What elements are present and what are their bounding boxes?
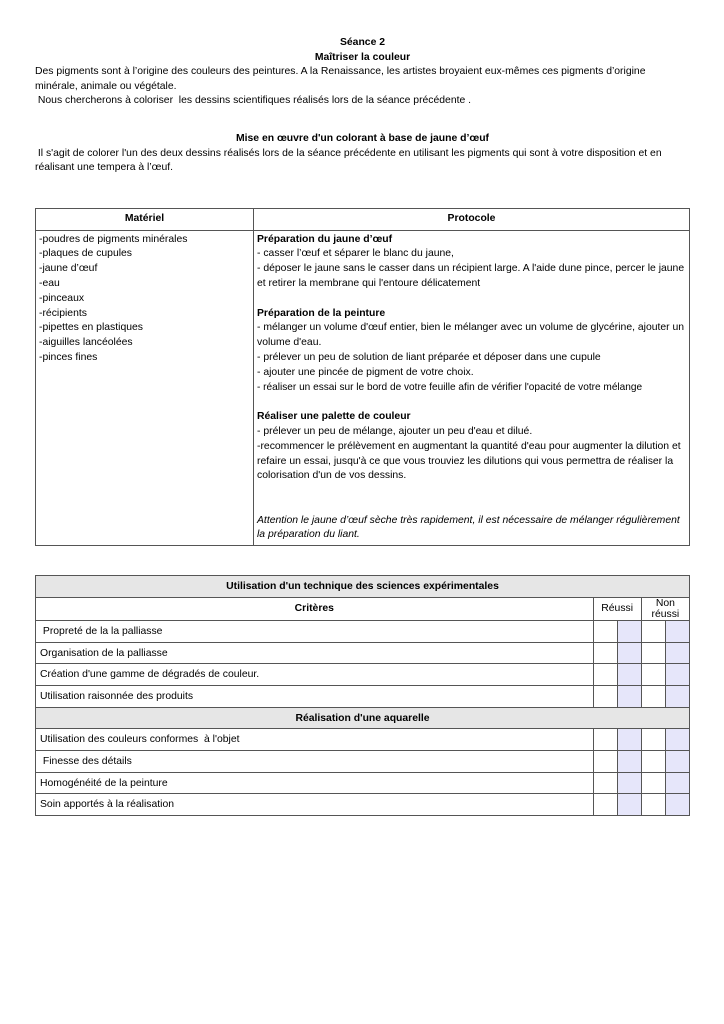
table-row bbox=[36, 664, 690, 686]
column-header-materiel: Matériel bbox=[36, 208, 254, 230]
table-row bbox=[36, 794, 690, 816]
column-header-criteres: Critères bbox=[36, 597, 594, 620]
criterion-label: Création d'une gamme de dégradés de couleur. bbox=[36, 664, 594, 686]
section-title: Mise en œuvre d'un colorant à base de jaune d’œuf bbox=[235, 132, 490, 144]
non-reussi-checkbox[interactable] bbox=[641, 751, 665, 773]
criterion-label: Utilisation raisonnée des produits bbox=[36, 686, 594, 708]
non-reussi-checkbox-shaded[interactable] bbox=[665, 729, 689, 751]
criterion-label: Propreté de la la palliasse bbox=[36, 620, 594, 642]
protocol-line: -recommencer le prélèvement en augmentant la quantité d'eau pour augmenter la dilution et refaire un essai, jusqu'à ce que vous trouviez les dilutions qui vous permettra de réaliser la colorisation d'un de vos dessins. bbox=[257, 440, 681, 482]
protocol-warning: Attention le jaune d’œuf sèche très rapidement, il est nécessaire de mélanger régulièrement la préparation du liant. bbox=[257, 514, 680, 541]
list-item: -récipients bbox=[39, 307, 87, 319]
non-reussi-checkbox[interactable] bbox=[641, 729, 665, 751]
table-row bbox=[36, 620, 690, 642]
non-reussi-checkbox-shaded[interactable] bbox=[665, 620, 689, 642]
non-reussi-checkbox-shaded[interactable] bbox=[665, 664, 689, 686]
protocol-step-title: Préparation du jaune d’œuf bbox=[257, 233, 393, 245]
intro-paragraph-1: Des pigments sont à l’origine des couleurs des peintures. A la Renaissance, les artistes broyaient eux-mêmes ces pigments d’origine minérale, animale ou végétale. bbox=[35, 66, 646, 92]
intro bbox=[35, 65, 690, 109]
protocol-line: - mélanger un volume d'œuf entier, bien le mélanger avec un volume de glycérine, ajouter un volume d'eau. bbox=[257, 322, 685, 349]
protocol-line: - casser l’œuf et séparer le blanc du jaune, bbox=[257, 248, 454, 260]
table-row bbox=[36, 729, 690, 751]
table-row bbox=[36, 686, 690, 708]
page-title: Maîtriser la couleur bbox=[314, 51, 411, 63]
protocol-line: - prélever un peu de solution de liant préparée et déposer dans une cupule bbox=[257, 351, 601, 363]
protocole-cell bbox=[254, 230, 690, 546]
criteria-header: Utilisation d'un technique des sciences expérimentales bbox=[36, 576, 690, 598]
non-reussi-checkbox[interactable] bbox=[641, 620, 665, 642]
table-row bbox=[36, 751, 690, 773]
section-text: Il s'agit de colorer l'un des deux dessins réalisés lors de la séance précédente en utilisant les pigments qui sont à votre disposition et en réalisant une tempera à l’œuf. bbox=[35, 147, 665, 174]
column-header-protocole: Protocole bbox=[254, 208, 690, 230]
criterion-label: Homogénéité de la peinture bbox=[36, 772, 594, 794]
protocol-line: - réaliser un essai sur le bord de votre feuille afin de vérifier l'opacité de votre mélange bbox=[257, 381, 643, 393]
reussi-checkbox[interactable] bbox=[593, 751, 617, 773]
document-page bbox=[35, 36, 690, 816]
list-item: -plaques de cupules bbox=[39, 248, 133, 260]
reussi-checkbox-shaded[interactable] bbox=[617, 664, 641, 686]
reussi-checkbox[interactable] bbox=[593, 729, 617, 751]
column-header-reussi: Réussi bbox=[593, 597, 641, 620]
reussi-checkbox-shaded[interactable] bbox=[617, 642, 641, 664]
non-reussi-checkbox-shaded[interactable] bbox=[665, 794, 689, 816]
table-row bbox=[36, 772, 690, 794]
non-reussi-checkbox-shaded[interactable] bbox=[665, 642, 689, 664]
protocol-step-title: Réaliser une palette de couleur bbox=[257, 411, 411, 423]
list-item: -pinceaux bbox=[39, 292, 85, 304]
non-reussi-checkbox[interactable] bbox=[641, 664, 665, 686]
non-reussi-checkbox-shaded[interactable] bbox=[665, 772, 689, 794]
non-reussi-checkbox[interactable] bbox=[641, 686, 665, 708]
list-item: -pipettes en plastiques bbox=[39, 322, 143, 334]
criterion-label: Finesse des détails bbox=[36, 751, 594, 773]
column-header-non-reussi: Non réussi bbox=[641, 597, 689, 620]
protocol-line: - prélever un peu de mélange, ajouter un peu d'eau et dilué. bbox=[257, 425, 533, 437]
reussi-checkbox-shaded[interactable] bbox=[617, 686, 641, 708]
non-reussi-checkbox[interactable] bbox=[641, 794, 665, 816]
reussi-checkbox[interactable] bbox=[593, 686, 617, 708]
reussi-checkbox[interactable] bbox=[593, 620, 617, 642]
reussi-checkbox-shaded[interactable] bbox=[617, 729, 641, 751]
protocol-step-title: Préparation de la peinture bbox=[257, 307, 386, 319]
list-item: -pinces fines bbox=[39, 351, 98, 363]
reussi-checkbox-shaded[interactable] bbox=[617, 772, 641, 794]
reussi-checkbox-shaded[interactable] bbox=[617, 751, 641, 773]
table-row bbox=[36, 642, 690, 664]
list-item: -poudres de pigments minérales bbox=[39, 233, 188, 245]
reussi-checkbox[interactable] bbox=[593, 642, 617, 664]
aquarelle-header: Réalisation d'une aquarelle bbox=[36, 707, 690, 729]
non-reussi-checkbox[interactable] bbox=[641, 642, 665, 664]
reussi-checkbox[interactable] bbox=[593, 772, 617, 794]
list-item: -jaune d’œuf bbox=[39, 263, 98, 275]
reussi-checkbox-shaded[interactable] bbox=[617, 620, 641, 642]
reussi-checkbox[interactable] bbox=[593, 664, 617, 686]
criteria-table bbox=[35, 575, 690, 816]
non-reussi-checkbox-shaded[interactable] bbox=[665, 686, 689, 708]
seance-title: Séance 2 bbox=[339, 37, 386, 48]
criterion-label: Soin apportés à la réalisation bbox=[36, 794, 594, 816]
section bbox=[35, 132, 690, 176]
non-reussi-checkbox[interactable] bbox=[641, 772, 665, 794]
criterion-label: Organisation de la palliasse bbox=[36, 642, 594, 664]
non-reussi-checkbox-shaded[interactable] bbox=[665, 751, 689, 773]
reussi-checkbox[interactable] bbox=[593, 794, 617, 816]
list-item: -aiguilles lancéolées bbox=[39, 337, 133, 349]
materiel-list bbox=[36, 230, 254, 546]
criterion-label: Utilisation des couleurs conformes à l'objet bbox=[36, 729, 594, 751]
protocol-line: - ajouter une pincée de pigment de votre choix. bbox=[257, 366, 474, 378]
protocol-line: - déposer le jaune sans le casser dans un récipient large. A l'aide dune pince, percer le jaune et retirer la membrane qui l'entoure délicatement bbox=[257, 263, 685, 289]
materiel-protocole-table bbox=[35, 208, 690, 547]
intro-paragraph-2: Nous chercherons à coloriser les dessins scientifiques réalisés lors de la séance précédente . bbox=[35, 95, 472, 107]
list-item: -eau bbox=[39, 277, 60, 289]
reussi-checkbox-shaded[interactable] bbox=[617, 794, 641, 816]
